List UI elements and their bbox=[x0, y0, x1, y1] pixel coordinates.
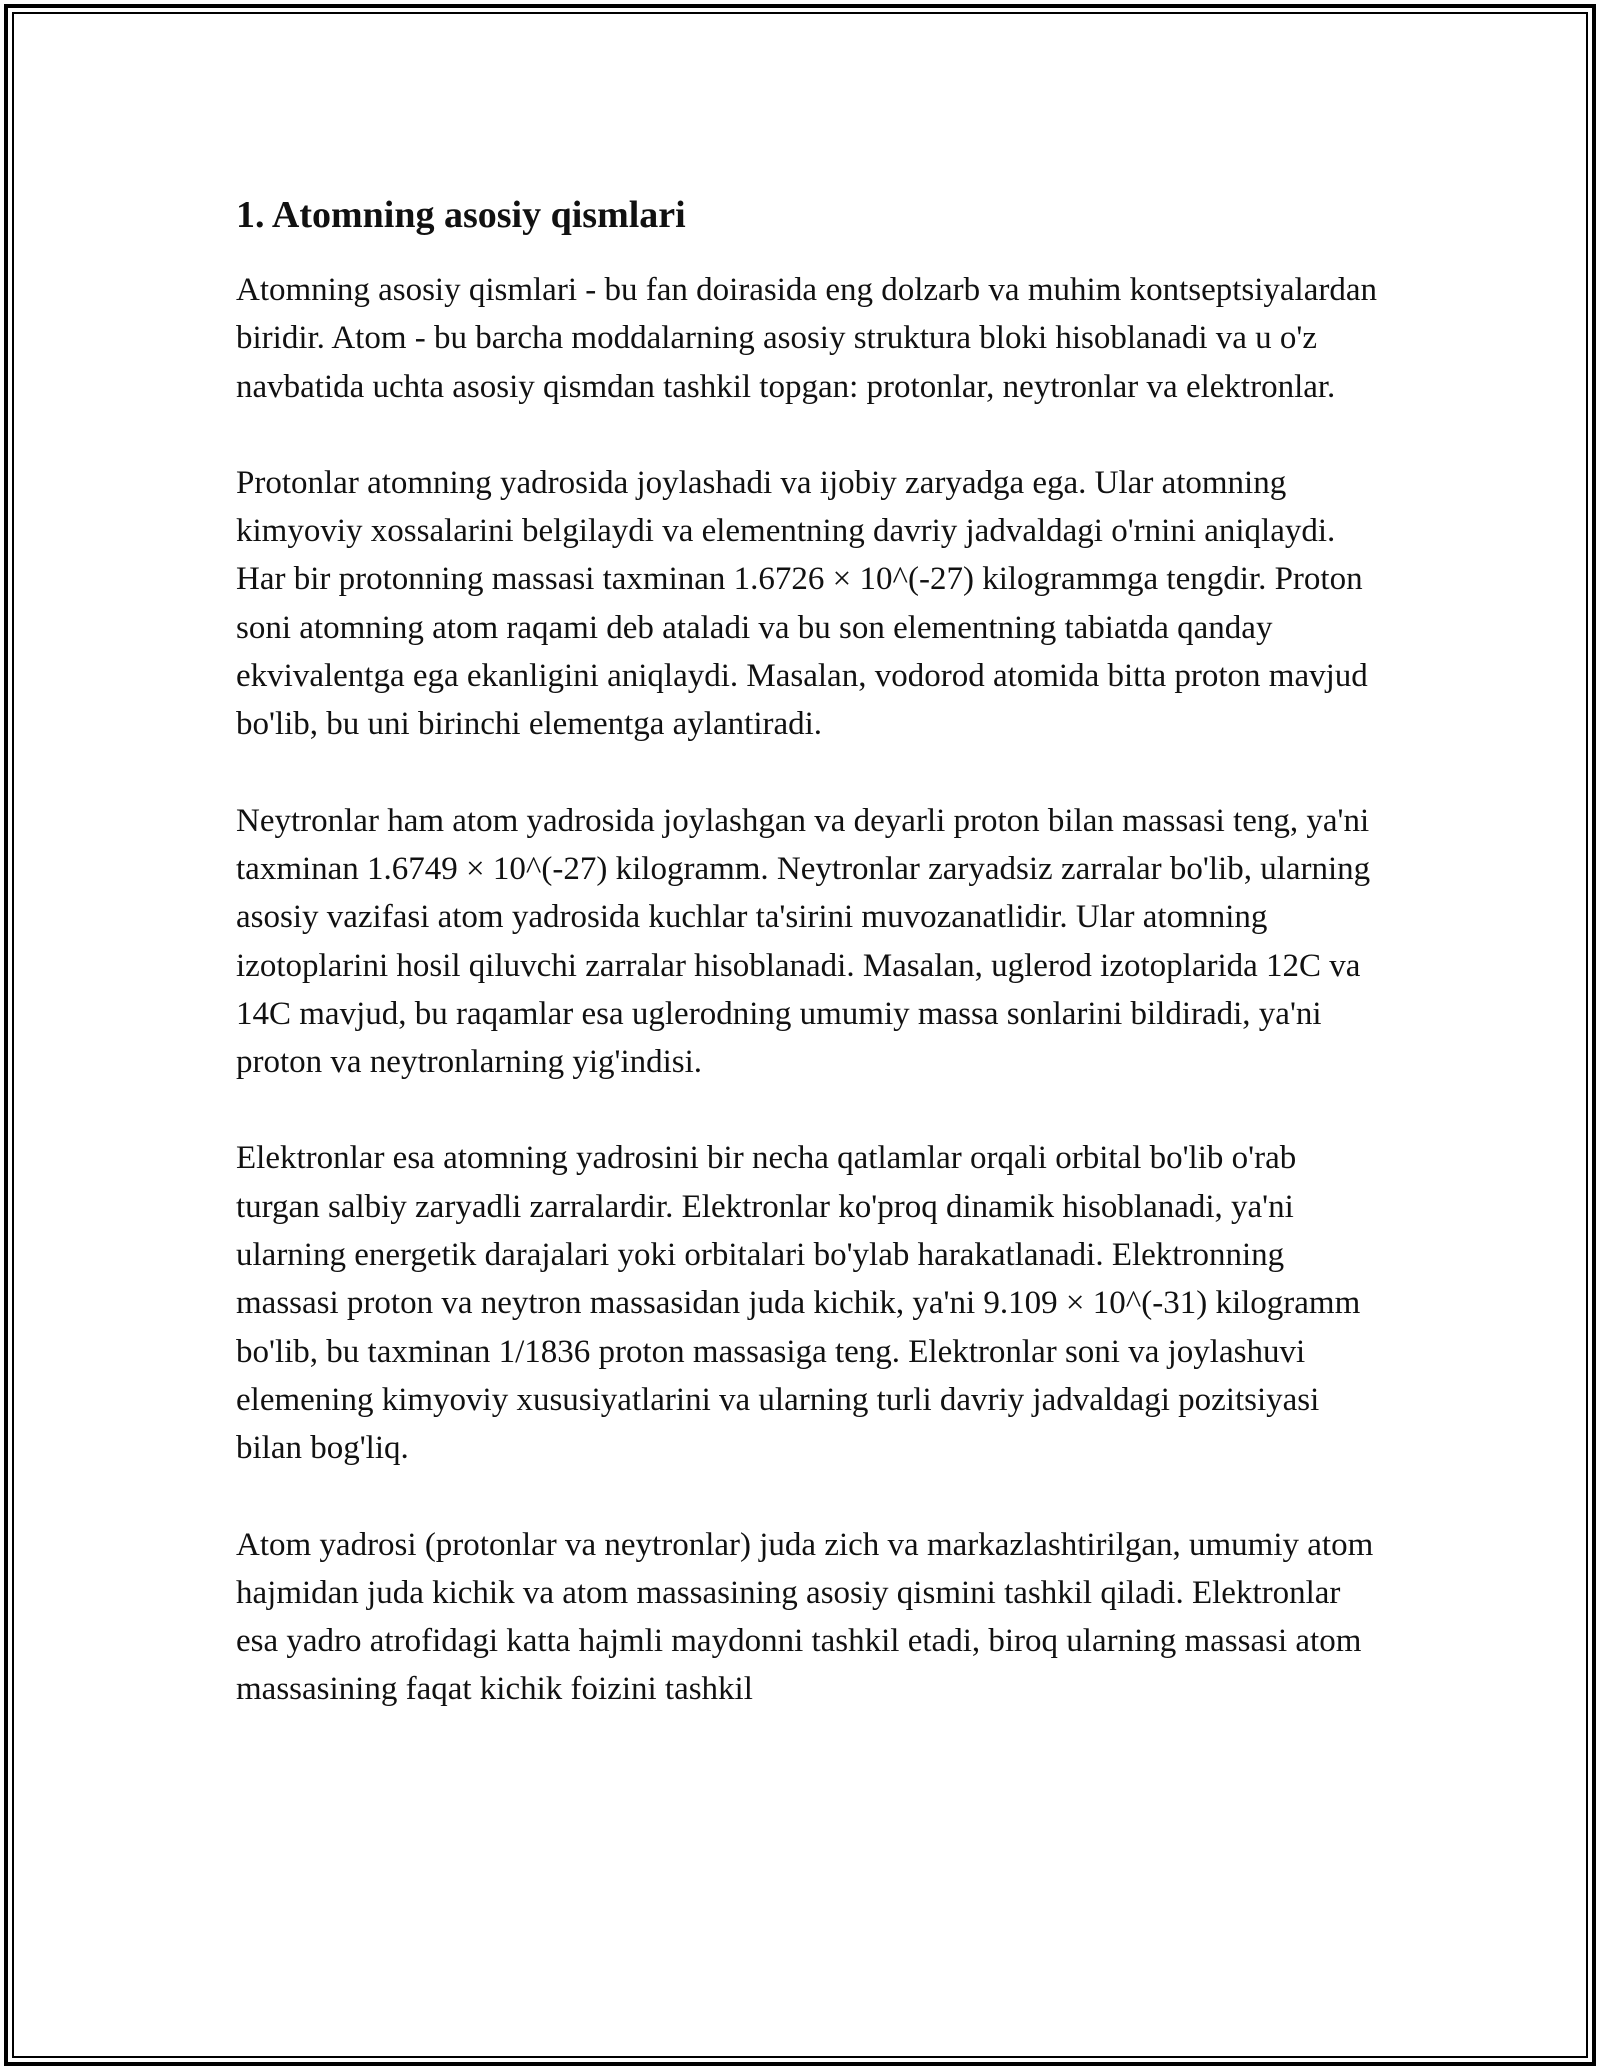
document-body bbox=[236, 186, 1386, 1762]
paragraph-neutrons: Neytronlar ham atom yadrosida joylashgan va deyarli proton bilan massasi teng, ya'ni taxminan 1.6749 × 10^(-27) kilogramm. Neytronlar zaryadsiz zarralar bo'lib, ularning asosiy vazifasi atom yadrosida kuchlar ta'sirini muvozanatlidir. Ular atomning izotoplarini hosil qiluvchi zarralar hisoblanadi. Masalan, uglerod izotoplarida 12C va 14C mavjud, bu raqamlar esa uglerodning umumiy massa sonlarini bildiradi, ya'ni proton va neytronlarning yig'indisi. bbox=[236, 802, 1371, 1081]
paragraph-nucleus: Atom yadrosi (protonlar va neytronlar) juda zich va markazlashtirilgan, umumiy atom hajmidan juda kichik va atom massasining asosiy qismini tashkil qiladi. Elektronlar esa yadro atrofidagi katta hajmli maydonni tashkil etadi, biroq ularning massasi atom massasining faqat kichik foizini tashkil bbox=[236, 1526, 1374, 1708]
paragraph-protons: Protonlar atomning yadrosida joylashadi va ijobiy zaryadga ega. Ular atomning kimyoviy xossalarini belgilaydi va elementning davriy jadvaldagi o'rnini aniqlaydi. Har bir protonning massasi taxminan 1.6726 × 10^(-27) kilogrammga tengdir. Proton soni atomning atom raqami deb ataladi va bu son elementning tabiatda qanday ekvivalentga ega ekanligini aniqlaydi. Masalan, vodorod atomida bitta proton mavjud bo'lib, bu uni birinchi elementga aylantiradi. bbox=[236, 464, 1368, 743]
paragraph-intro: Atomning asosiy qismlari - bu fan doirasida eng dolzarb va muhim kontseptsiyalardan biridir. Atom - bu barcha moddalarning asosiy struktura bloki hisoblanadi va u o'z navbatida uchta asosiy qismdan tashkil topgan: protonlar, neytronlar va elektronlar. bbox=[236, 272, 1378, 405]
section-title: 1. Atomning asosiy qismlari bbox=[236, 194, 686, 236]
paragraph-electrons: Elektronlar esa atomning yadrosini bir necha qatlamlar orqali orbital bo'lib o'rab turgan salbiy zaryadli zarralardir. Elektronlar ko'proq dinamik hisoblanadi, ya'ni ularning energetik darajalari yoki orbitalari bo'ylab harakatlanadi. Elektronning massasi proton va neytron massasidan juda kichik, ya'ni 9.109 × 10^(-31) kilogramm bo'lib, bu taxminan 1/1836 proton massasiga teng. Elektronlar soni va joylashuvi elemening kimyoviy xususiyatlarini va ularning turli davriy jadvaldagi pozitsiyasi bilan bog'liq. bbox=[236, 1140, 1361, 1467]
